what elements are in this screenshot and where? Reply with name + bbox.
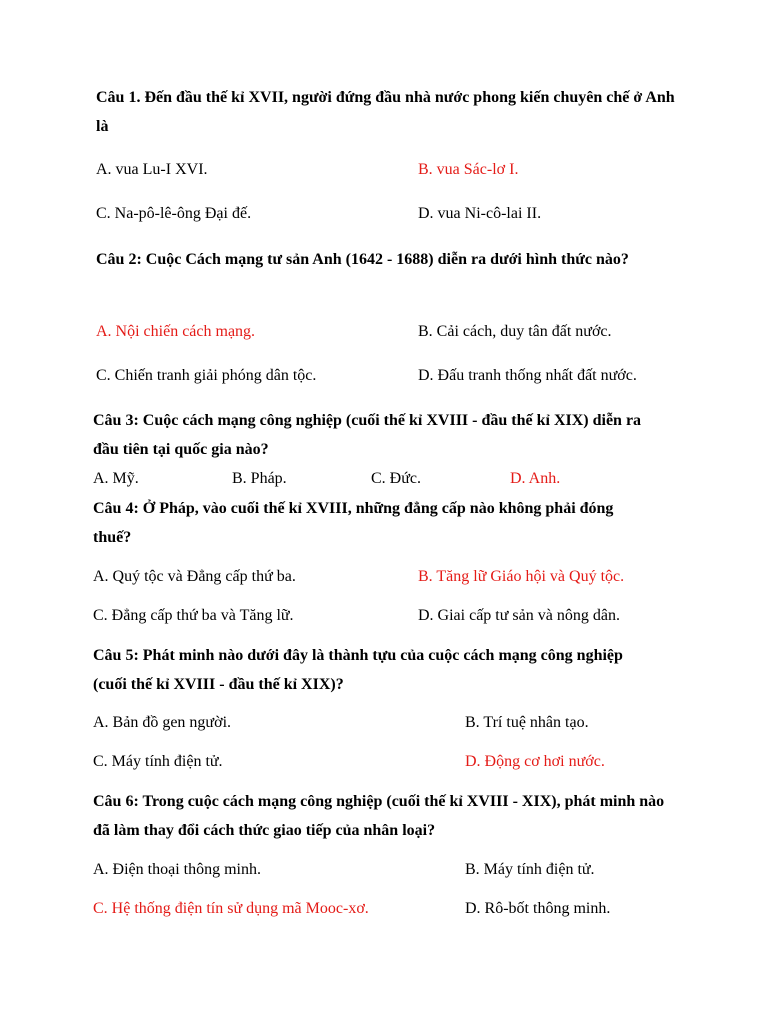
question-5-option-a[interactable]: A. Bản đồ gen người. xyxy=(93,714,232,731)
question-3-option-d[interactable]: D. Anh. xyxy=(510,470,561,487)
question-4-option-a[interactable]: A. Quý tộc và Đẳng cấp thứ ba. xyxy=(93,568,296,585)
question-2-option-c[interactable]: C. Chiến tranh giải phóng dân tộc. xyxy=(96,367,317,384)
question-4-text: Câu 4: Ở Pháp, vào cuối thế kỉ XVIII, những đẳng cấp nào không phải đóng thuế? xyxy=(93,500,614,546)
question-6-option-a[interactable]: A. Điện thoại thông minh. xyxy=(93,861,261,878)
question-3-text: Câu 3: Cuộc cách mạng công nghiệp (cuối thế kỉ XVIII - đầu thế kỉ XIX) diễn ra đầu tiên tại quốc gia nào? xyxy=(93,412,642,458)
question-2-option-d[interactable]: D. Đấu tranh thống nhất đất nước. xyxy=(418,367,637,384)
question-4-option-c[interactable]: C. Đẳng cấp thứ ba và Tăng lữ. xyxy=(93,607,294,624)
question-3-option-a[interactable]: A. Mỹ. xyxy=(93,470,139,487)
question-3-option-b[interactable]: B. Pháp. xyxy=(232,470,287,487)
question-3-option-c[interactable]: C. Đức. xyxy=(371,470,421,487)
question-1-option-b[interactable]: B. vua Sác-lơ I. xyxy=(418,161,519,178)
question-6-option-b[interactable]: B. Máy tính điện tử. xyxy=(465,861,595,878)
question-5-option-b[interactable]: B. Trí tuệ nhân tạo. xyxy=(465,714,589,731)
question-2-option-a[interactable]: A. Nội chiến cách mạng. xyxy=(96,323,256,340)
question-5-option-d[interactable]: D. Động cơ hơi nước. xyxy=(465,753,605,770)
question-2-option-b[interactable]: B. Cải cách, duy tân đất nước. xyxy=(418,323,612,340)
question-5-text: Câu 5: Phát minh nào dưới đây là thành tựu của cuộc cách mạng công nghiệp (cuối thế kỉ XVIII - đầu thế kỉ XIX)? xyxy=(93,647,623,693)
question-1-option-d[interactable]: D. vua Ni-cô-lai II. xyxy=(418,205,542,222)
question-5-option-c[interactable]: C. Máy tính điện tử. xyxy=(93,753,223,770)
question-4-option-d[interactable]: D. Giai cấp tư sản và nông dân. xyxy=(418,607,620,624)
question-1-option-c[interactable]: C. Na-pô-lê-ông Đại đế. xyxy=(96,205,252,222)
question-1-text: Câu 1. Đến đầu thế kỉ XVII, người đứng đầu nhà nước phong kiến chuyên chế ở Anh là xyxy=(96,89,675,135)
question-2-text: Câu 2: Cuộc Cách mạng tư sản Anh (1642 - 1688) diễn ra dưới hình thức nào? xyxy=(96,251,629,268)
question-4-option-b[interactable]: B. Tăng lữ Giáo hội và Quý tộc. xyxy=(418,568,625,585)
question-1-option-a[interactable]: A. vua Lu-I XVI. xyxy=(96,161,208,178)
question-6-option-d[interactable]: D. Rô-bốt thông minh. xyxy=(465,900,611,917)
question-6-option-c[interactable]: C. Hệ thống điện tín sử dụng mã Mooc-xơ. xyxy=(93,900,369,917)
question-6-text: Câu 6: Trong cuộc cách mạng công nghiệp (cuối thế kỉ XVIII - XIX), phát minh nào đã làm thay đổi cách thức giao tiếp của nhân loại? xyxy=(93,793,665,839)
